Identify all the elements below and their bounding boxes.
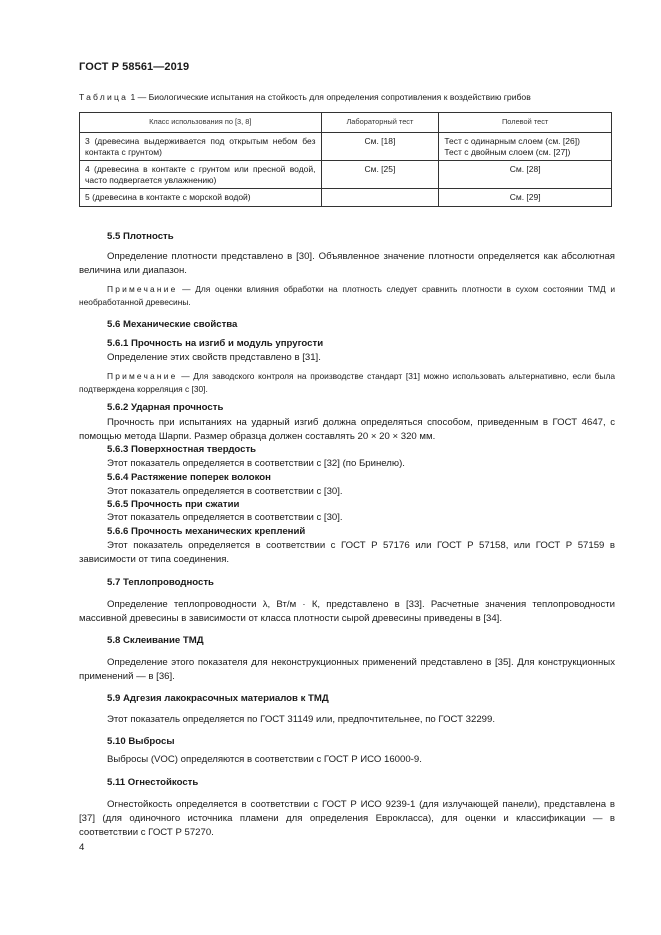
subsection-heading: 5.6.3 Поверхностная твердость	[107, 444, 257, 455]
table-cell: См. [28]	[439, 161, 612, 189]
paragraph: Огнестойкость определяется в соответствии с ГОСТ Р ИСО 9239-1 (для излучающей панели), представлена в [37] (для одиночного источника пламени для определения Еврокласса), для оценки и классификации — в соответствии с ГОСТ Р 57270.	[79, 799, 615, 838]
paragraph: Этот показатель определяется в соответствии с ГОСТ Р 57176 или ГОСТ Р 57158, или ГОСТ Р 57159 в зависимости от типа соединения.	[79, 540, 615, 565]
standard-header: ГОСТ Р 58561—2019	[79, 61, 190, 73]
subsection-heading: 5.6.4 Растяжение поперек волокон	[107, 472, 271, 483]
paragraph: Этот показатель определяется по ГОСТ 31149 или, предпочтительнее, по ГОСТ 32299.	[107, 714, 496, 725]
paragraph: Этот показатель определяется в соответствии с [32] (по Бринелю).	[107, 458, 405, 469]
column-header: Лабораторный тест	[321, 113, 439, 133]
section-heading: 5.8 Склеивание ТМД	[107, 635, 204, 646]
fungi-test-table	[79, 112, 612, 207]
section-heading: 5.9 Адгезия лакокрасочных материалов к ТМД	[107, 693, 329, 704]
paragraph: Выбросы (VOC) определяются в соответствии с ГОСТ Р ИСО 16000-9.	[107, 754, 422, 765]
table-cell-line: Тест с одинарным слоем (см. [26])	[444, 136, 580, 146]
subsection-heading: 5.6.2 Ударная прочность	[107, 402, 224, 413]
note	[79, 370, 615, 395]
subsection-heading: 5.6.6 Прочность механических креплений	[107, 526, 306, 537]
section-heading: 5.6 Механические свойства	[107, 319, 238, 330]
note-label: Примечание	[107, 284, 178, 294]
paragraph: Определение плотности представлено в [30]. Объявленное значение плотности определяется как абсолютная величина или диапазон.	[79, 251, 615, 276]
column-header: Полевой тест	[439, 113, 612, 133]
table-cell	[439, 133, 612, 161]
table-caption	[79, 92, 531, 102]
table-cell-line: Тест с двойным слоем (см. [27])	[444, 146, 571, 157]
table-caption-label: Таблица	[79, 92, 129, 102]
table-cell	[321, 189, 439, 207]
table-header-row	[80, 113, 612, 133]
note-label: Примечание	[107, 371, 178, 381]
note	[79, 283, 615, 308]
section-heading: 5.11 Огнестойкость	[107, 777, 199, 788]
section-heading: 5.7 Теплопроводность	[107, 577, 214, 588]
section-heading: 5.5 Плотность	[107, 231, 174, 242]
note-text: — Для оценки влияния обработки на плотность следует сравнить плотности в сухом состоянии ТМД и необработанной древесины.	[79, 284, 615, 307]
paragraph: Прочность при испытаниях на ударный изгиб должна определяться способом, приведенным в ГОСТ 4647, с помощью метода Шарпи. Размер образца должен составлять 20 × 20 × 320 мм.	[79, 417, 615, 442]
table-row	[80, 189, 612, 207]
subsection-heading: 5.6.5 Прочность при сжатии	[107, 499, 240, 510]
table-caption-text: 1 — Биологические испытания на стойкость для определения сопротивления к воздействию грибов	[128, 92, 531, 102]
paragraph: Определение теплопроводности λ, Вт/м · К, представлено в [33]. Расчетные значения теплопроводности массивной древесины в зависимости от класса плотности сырой древесины приведены в [34].	[79, 599, 615, 624]
table-row	[80, 133, 612, 161]
section-heading: 5.10 Выбросы	[107, 736, 175, 747]
table-cell: 3 (древесина выдерживается под открытым небом без контакта с грунтом)	[80, 133, 322, 161]
table-cell: 5 (древесина в контакте с морской водой)	[80, 189, 322, 207]
paragraph: Этот показатель определяется в соответствии с [30].	[107, 512, 343, 523]
paragraph: Определение этих свойств представлено в [31].	[107, 352, 321, 363]
table-cell: См. [29]	[439, 189, 612, 207]
table-cell: 4 (древесина в контакте с грунтом или пресной водой, часто подвергается увлажнению)	[80, 161, 322, 189]
page-number: 4	[79, 842, 85, 853]
paragraph: Определение этого показателя для неконструкционных применений представлено в [35]. Для конструкционных применений — в [36].	[79, 657, 615, 682]
table-cell: См. [18]	[321, 133, 439, 161]
subsection-heading: 5.6.1 Прочность на изгиб и модуль упругости	[107, 338, 324, 349]
paragraph: Этот показатель определяется в соответствии с [30].	[107, 486, 343, 497]
note-text: — Для заводского контроля на производстве стандарт [31] можно использовать альтернативно, если была подтверждена корреляция с [30].	[79, 371, 615, 394]
table-row	[80, 161, 612, 189]
column-header: Класс использования по [3, 8]	[80, 113, 322, 133]
table-cell: См. [25]	[321, 161, 439, 189]
